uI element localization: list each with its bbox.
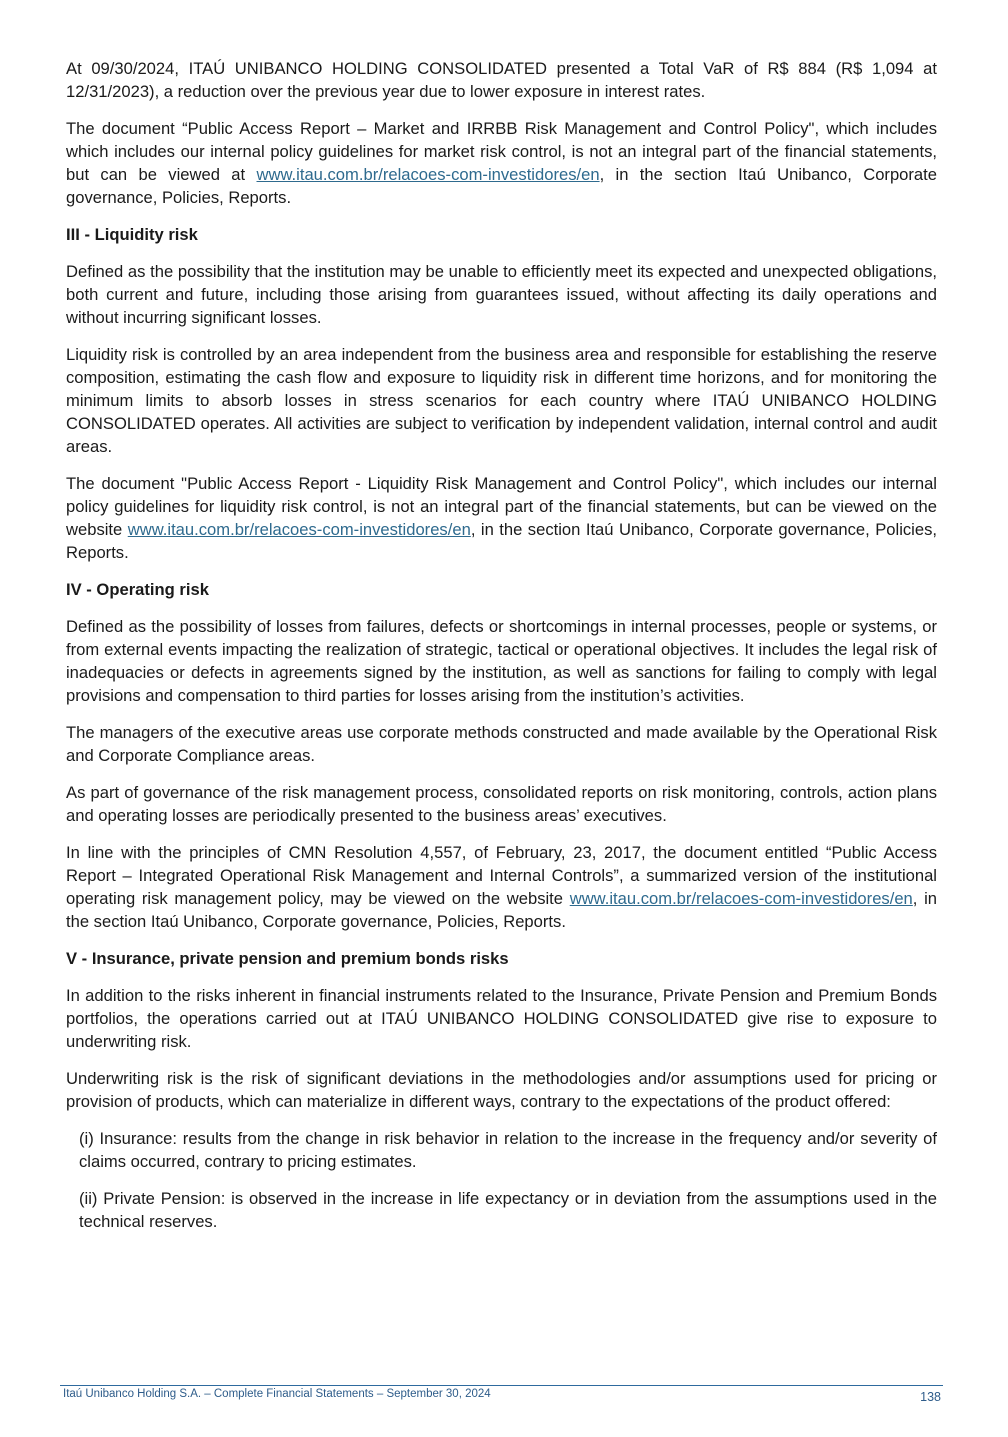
paragraph-operating-managers: The managers of the executive areas use corporate methods constructed and made available by the Operational Risk and Corporate Compliance areas. bbox=[66, 723, 937, 765]
text-segment: , in the section Itaú Unibanco, Corporate governance, Policies, Reports. bbox=[66, 520, 938, 562]
text-segment: The document “Public Access Report – Market and IRRBB Risk Management and Control Policy", which includes which includes our internal policy guidelines for market risk control, is not an integral part of the financial statements, but can be viewed at bbox=[66, 119, 937, 184]
paragraph-liquidity-definition: Defined as the possibility that the institution may be unable to efficiently meet its expected and unexpected obligations, both current and future, including those arising from guarantees issued, without affecting its daily operations and without incurring significant losses. bbox=[66, 262, 937, 327]
paragraph-liquidity-control: Liquidity risk is controlled by an area independent from the business area and responsible for establishing the reserve composition, estimating the cash flow and exposure to liquidity risk in different time horizons, and for monitoring the minimum limits to absorb losses in stress scenarios for each country where ITAÚ UNIBANCO HOLDING CONSOLIDATED operates. All activities are subject to verification by independent validation, internal control and audit areas. bbox=[66, 345, 937, 456]
text-segment: , in the section Itaú Unibanco, Corporate governance, Policies, Reports. bbox=[66, 165, 937, 207]
section-heading-insurance-risks: V - Insurance, private pension and premium bonds risks bbox=[66, 949, 509, 968]
paragraph-underwriting-risk: Underwriting risk is the risk of significant deviations in the methodologies and/or assumptions used for pricing or provision of products, which can materialize in different ways, contrary to the expectations of the product offered: bbox=[66, 1069, 937, 1111]
paragraph-operating-governance: As part of governance of the risk management process, consolidated reports on risk monitoring, controls, action plans and operating losses are periodically presented to the business areas’ executives. bbox=[66, 783, 937, 825]
paragraph-insurance-intro: In addition to the risks inherent in financial instruments related to the Insurance, Private Pension and Premium Bonds portfolios, the operations carried out at ITAÚ UNIBANCO HOLDING CONSOLIDATED give rise to exposure to underwriting risk. bbox=[66, 986, 937, 1051]
paragraph-var: At 09/30/2024, ITAÚ UNIBANCO HOLDING CONSOLIDATED presented a Total VaR of R$ 884 (R$ 1,094 at 12/31/2023), a reduction over the previous year due to lower exposure in interest rates. bbox=[66, 59, 937, 101]
paragraph-market-risk-report bbox=[66, 117, 937, 209]
text-segment: In line with the principles of CMN Resolution 4,557, of February, 23, 2017, the document entitled “Public Access Report – Integrated Operational Risk Management and Internal Controls”, a summarized version of the institutional operating risk management policy, may be viewed on the website bbox=[66, 843, 937, 908]
list-item-insurance: (i) Insurance: results from the change in risk behavior in relation to the increase in the frequency and/or severity of claims occurred, contrary to pricing estimates. bbox=[79, 1129, 937, 1171]
list-item-private-pension: (ii) Private Pension: is observed in the increase in life expectancy or in deviation from the assumptions used in the technical reserves. bbox=[79, 1189, 937, 1231]
investor-relations-link[interactable]: www.itau.com.br/relacoes-com-investidores/en bbox=[127, 520, 471, 539]
page-number: 138 bbox=[920, 1390, 941, 1404]
paragraph-liquidity-report bbox=[66, 472, 937, 564]
text-segment: The document "Public Access Report - Liquidity Risk Management and Control Policy", which includes our internal policy guidelines for liquidity risk control, is not an integral part of the financial statements, but can be viewed on the website bbox=[66, 474, 937, 539]
document-body bbox=[66, 57, 937, 1247]
text-segment: , in the section Itaú Unibanco, Corporate governance, Policies, Reports. bbox=[66, 889, 938, 931]
investor-relations-link[interactable]: www.itau.com.br/relacoes-com-investidores/en bbox=[569, 889, 913, 908]
investor-relations-link[interactable]: www.itau.com.br/relacoes-com-investidores/en bbox=[256, 165, 600, 184]
section-heading-operating-risk: IV - Operating risk bbox=[66, 580, 209, 599]
section-heading-liquidity-risk: III - Liquidity risk bbox=[66, 225, 198, 244]
footer-divider bbox=[60, 1385, 943, 1386]
paragraph-operating-report bbox=[66, 841, 937, 933]
paragraph-operating-definition: Defined as the possibility of losses from failures, defects or shortcomings in internal processes, people or systems, or from external events impacting the realization of strategic, tactical or operational objectives. It includes the legal risk of inadequacies or defects in agreements signed by the institution, as well as sanctions for failing to comply with legal provisions and compensation to third parties for losses arising from the institution’s activities. bbox=[66, 617, 937, 705]
footer-title: Itaú Unibanco Holding S.A. – Complete Financial Statements – September 30, 2024 bbox=[63, 1388, 491, 1400]
